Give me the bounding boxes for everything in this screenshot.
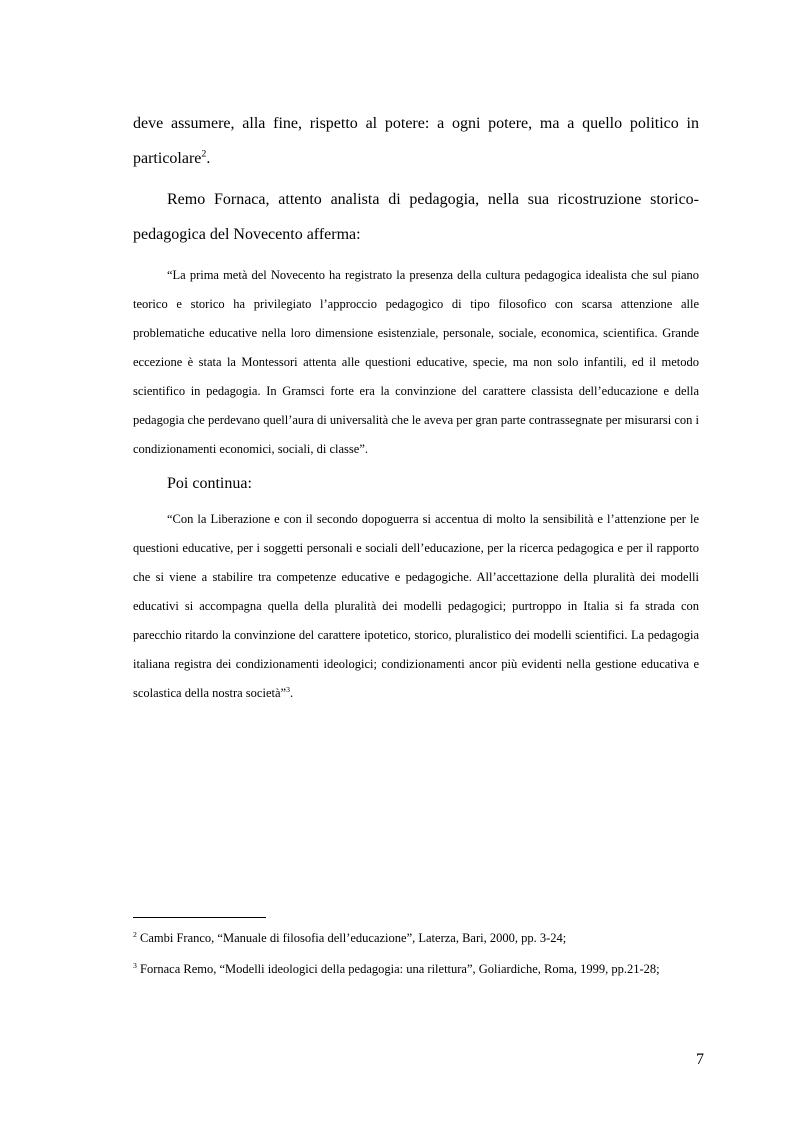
quote-text: “Con la Liberazione e con il secondo dopoguerra si accentua di molto la sensibilità e l’attenzione per le questioni educative, per i soggetti personali e sociali dell’educazione, per la ricerca pedagogica e per il rapporto che si viene a stabilire tra competenze educative e pedagogiche. All’accettazione della pluralità dei modelli educativi si accompagna quella della pluralità dei modelli pedagogici; purtroppo in Italia si fa strada con parecchio ritardo la convinzione del carattere ipotetico, storico, pluralistico dei modelli scientifici. La pedagogia italiana registra dei condizionamenti ideologici; condizionamenti ancor più evidenti nella gestione educativa e scolastica della nostra società” <box>133 512 699 700</box>
footnote-number: 3 <box>133 960 137 970</box>
paragraph-end: . <box>206 150 211 167</box>
footnote-ref-3[interactable]: 3 <box>286 684 290 694</box>
footnote-number: 2 <box>133 929 137 939</box>
footnote-separator <box>133 917 266 918</box>
body-paragraph-2: Remo Fornaca, attento analista di pedagogia, nella sua ricostruzione storico-pedagogica del Novecento afferma: <box>133 191 699 243</box>
quote-end: . <box>289 686 294 700</box>
body-paragraph-1 <box>133 106 699 176</box>
footnote-text: Cambi Franco, “Manuale di filosofia dell’educazione”, Laterza, Bari, 2000, pp. 3-24; <box>136 931 567 945</box>
paragraph-text: deve assumere, alla fine, rispetto al potere: a ogni potere, ma a quello politico in particolare <box>133 115 699 167</box>
footnote-text: Fornaca Remo, “Modelli ideologici della pedagogia: una rilettura”, Goliardiche, Roma, 1999, pp.21-28; <box>136 962 660 976</box>
page-number: 7 <box>696 1051 704 1068</box>
footnote-2 <box>133 929 699 947</box>
block-quote-2 <box>133 505 699 708</box>
body-paragraph-3: Poi continua: <box>167 475 252 492</box>
block-quote-1: “La prima metà del Novecento ha registrato la presenza della cultura pedagogica idealista che sul piano teorico e storico ha privilegiato l’approccio pedagogico di tipo filosofico con scarsa attenzione alle problematiche educative nella loro dimensione esistenziale, personale, sociale, economica, scientifica. Grande eccezione è stata la Montessori attenta alle questioni educative, specie, ma non solo infantili, ed il metodo scientifico in pedagogia. In Gramsci forte era la convinzione del carattere classista dell’educazione e della pedagogia che perdevano quell’aura di universalità che le aveva per gran parte contrassegnate per misurarsi con i condizionamenti economici, sociali, di classe”. <box>133 268 699 456</box>
footnote-3 <box>133 960 699 978</box>
footnote-ref-2[interactable]: 2 <box>201 148 207 160</box>
